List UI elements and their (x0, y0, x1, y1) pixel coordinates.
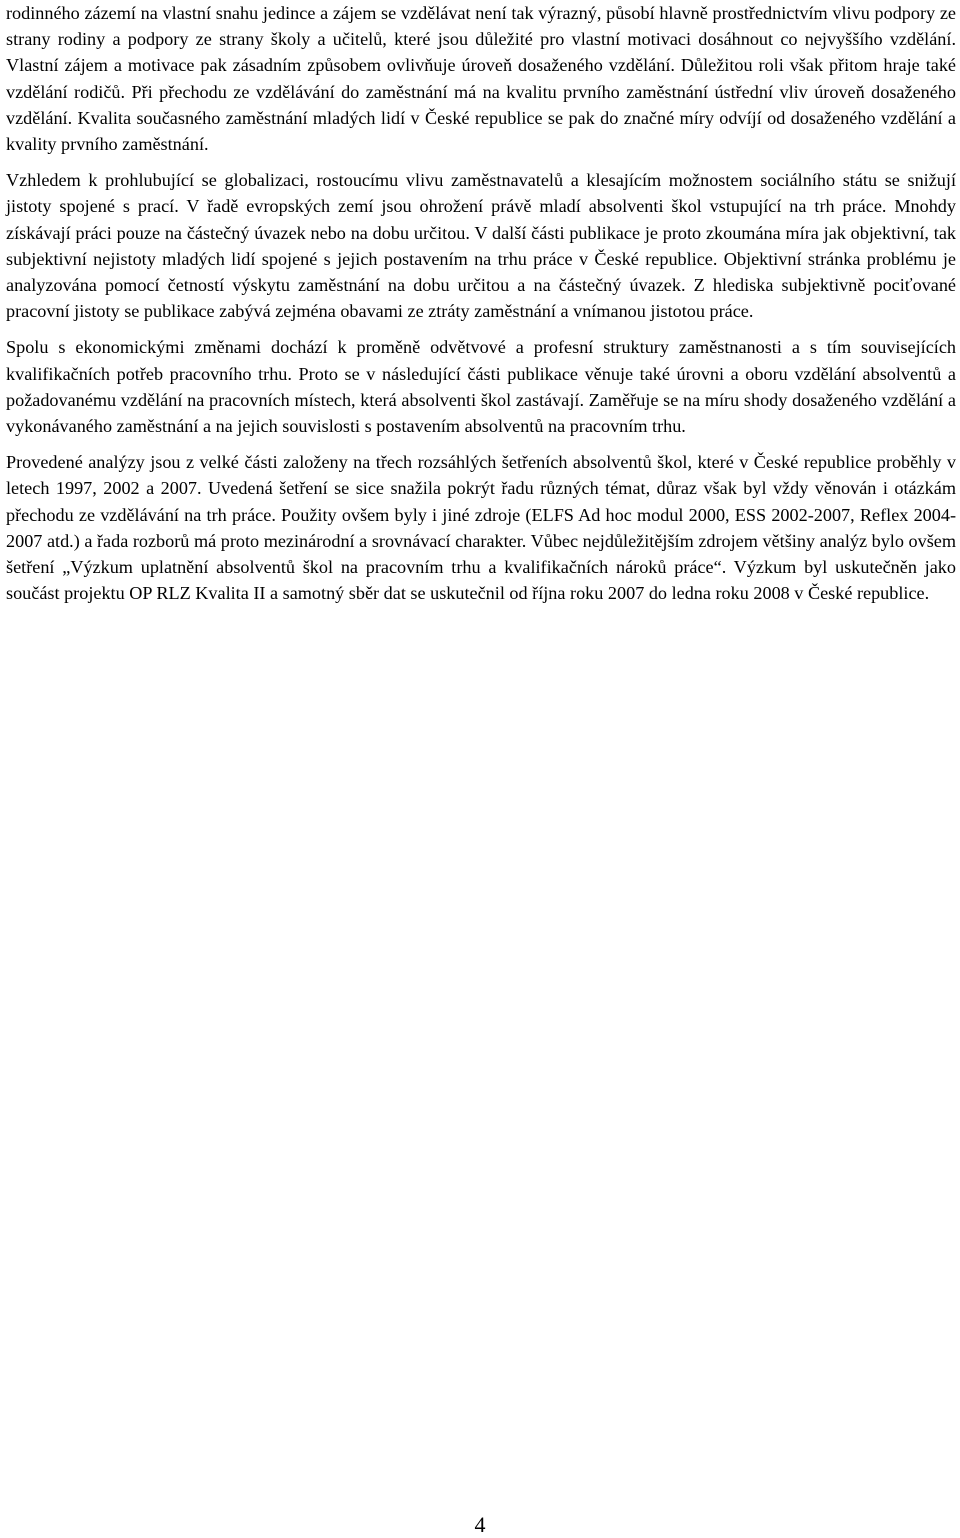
page-number: 4 (474, 1512, 486, 1537)
paragraph-data-sources: Provedené analýzy jsou z velké části založeny na třech rozsáhlých šetřeních absolventů škol, které v České republice proběhly v letech 1997, 2002 a 2007. Uvedená šetření se sice snažila pokrýt řadu různých témat, důraz však byl vždy věnován i otázkám přechodu ze vzdělávání na trh práce. Použity ovšem byly i jiné zdroje (ELFS Ad hoc modul 2000, ESS 2002-2007, Reflex 2004-2007 atd.) a řada rozborů má proto mezinárodní a srovnávací charakter. Vůbec nejdůležitějším zdrojem většiny analýz bylo ovšem šetření „Výzkum uplatnění absolventů škol na pracovním trhu a kvalifikačních nároků práce“. Výzkum byl uskutečněn jako součást projektu OP RLZ Kvalita II a samotný sběr dat se uskutečnil od října roku 2007 do ledna roku 2008 v České republice. (6, 452, 956, 604)
document-page (6, 0, 956, 616)
paragraph-job-insecurity: Vzhledem k prohlubující se globalizaci, rostoucímu vlivu zaměstnavatelů a klesajícím možnostem sociálního státu se snižují jistoty spojené s prací. V řadě evropských zemí jsou ohrožení právě mladí absolventi škol vstupující na trh práce. Mnohdy získávají práci pouze na částečný úvazek nebo na dobu určitou. V další části publikace je proto zkoumána míra jak objektivní, tak subjektivní nejistoty mladých lidí spojené s jejich postavením na trhu práce v České republice. Objektivní stránka problému je analyzována pomocí četností výskytu zaměstnání na dobu určitou a na částečný úvazek. Z hlediska subjektivně pociťované pracovní jistoty se publikace zabývá zejména obavami ze ztráty zaměstnání a vnímanou jistotou práce. (6, 170, 956, 322)
paragraph-family-background: rodinného zázemí na vlastní snahu jedince a zájem se vzdělávat není tak výrazný, působí hlavně prostřednictvím vlivu podpory ze strany rodiny a podpory ze strany školy a učitelů, které jsou důležité pro vlastní motivaci dosáhnout co nejvyššího vzdělání. Vlastní zájem a motivace pak zásadním způsobem ovlivňuje úroveň dosaženého vzdělání. Důležitou roli však přitom hraje také vzdělání rodičů. Při přechodu ze vzdělávání do zaměstnání má na kvalitu prvního zaměstnání ústřední vliv úroveň dosaženého vzdělání. Kvalita současného zaměstnání mladých lidí v České republice se pak do značné míry odvíjí od dosaženého vzdělání a kvality prvního zaměstnání. (6, 3, 956, 155)
paragraph-education-match: Spolu s ekonomickými změnami dochází k proměně odvětvové a profesní struktury zaměstnanosti a s tím souvisejících kvalifikačních potřeb pracovního trhu. Proto se v následující části publikace věnuje také úrovni a oboru vzdělání absolventů a požadovanému vzdělání na pracovních místech, která absolventi škol zastávají. Zaměřuje se na míru shody dosaženého vzdělání a vykonávaného zaměstnání a na jejich souvislosti s postavením absolventů na pracovním trhu. (6, 337, 956, 437)
